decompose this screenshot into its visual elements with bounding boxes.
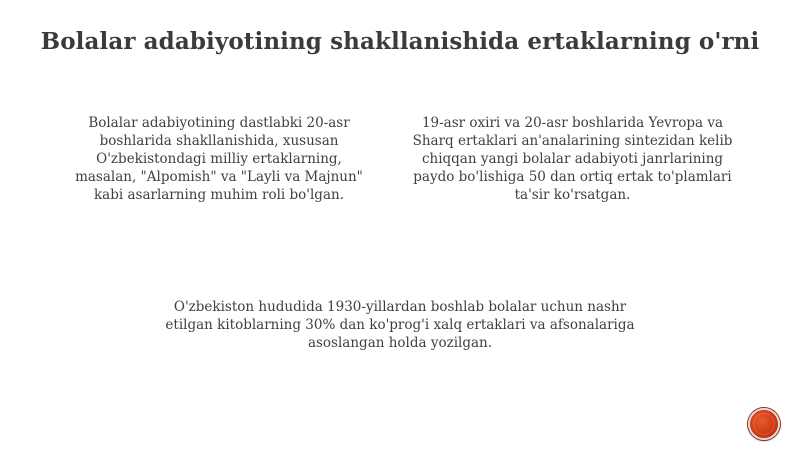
circle-nav-icon: [753, 413, 775, 435]
text-block-left: [58, 114, 380, 204]
text-line: 19-asr oxiri va 20-asr boshlarida Yevropa va: [421, 115, 724, 131]
slide-nav-button[interactable]: [748, 408, 780, 440]
slide-title: Bolalar adabiyotining shakllanishida ertaklarning o'rni: [40, 28, 760, 55]
text-line: kabi asarlarning muhim roli bo'lgan.: [93, 187, 344, 203]
text-line: O'zbekistondagi milliy ertaklarning,: [96, 151, 342, 167]
text-line: chiqqan yangi bolalar adabiyoti janrlarining: [421, 151, 724, 167]
text-line: masalan, "Alpomish" va "Layli va Majnun": [75, 169, 363, 185]
text-block-right: [400, 114, 745, 204]
text-block-bottom: [130, 298, 670, 352]
text-line: Bolalar adabiyotining dastlabki 20-asr: [88, 115, 350, 131]
text-line: O'zbekiston hududida 1930-yillardan boshlab bolalar uchun nashr: [173, 299, 627, 315]
text-line: etilgan kitoblarning 30% dan ko'prog'i xalq ertaklari va afsonalariga: [165, 317, 635, 333]
text-line: ta'sir ko'rsatgan.: [514, 187, 631, 203]
text-line: paydo bo'lishiga 50 dan ortiq ertak to'plamlari: [413, 169, 732, 185]
text-line: boshlarida shakllanishida, xususan: [99, 133, 339, 149]
text-line: asoslangan holda yozilgan.: [307, 335, 493, 351]
text-line: Sharq ertaklari an'analarining sintezidan kelib: [412, 133, 733, 149]
